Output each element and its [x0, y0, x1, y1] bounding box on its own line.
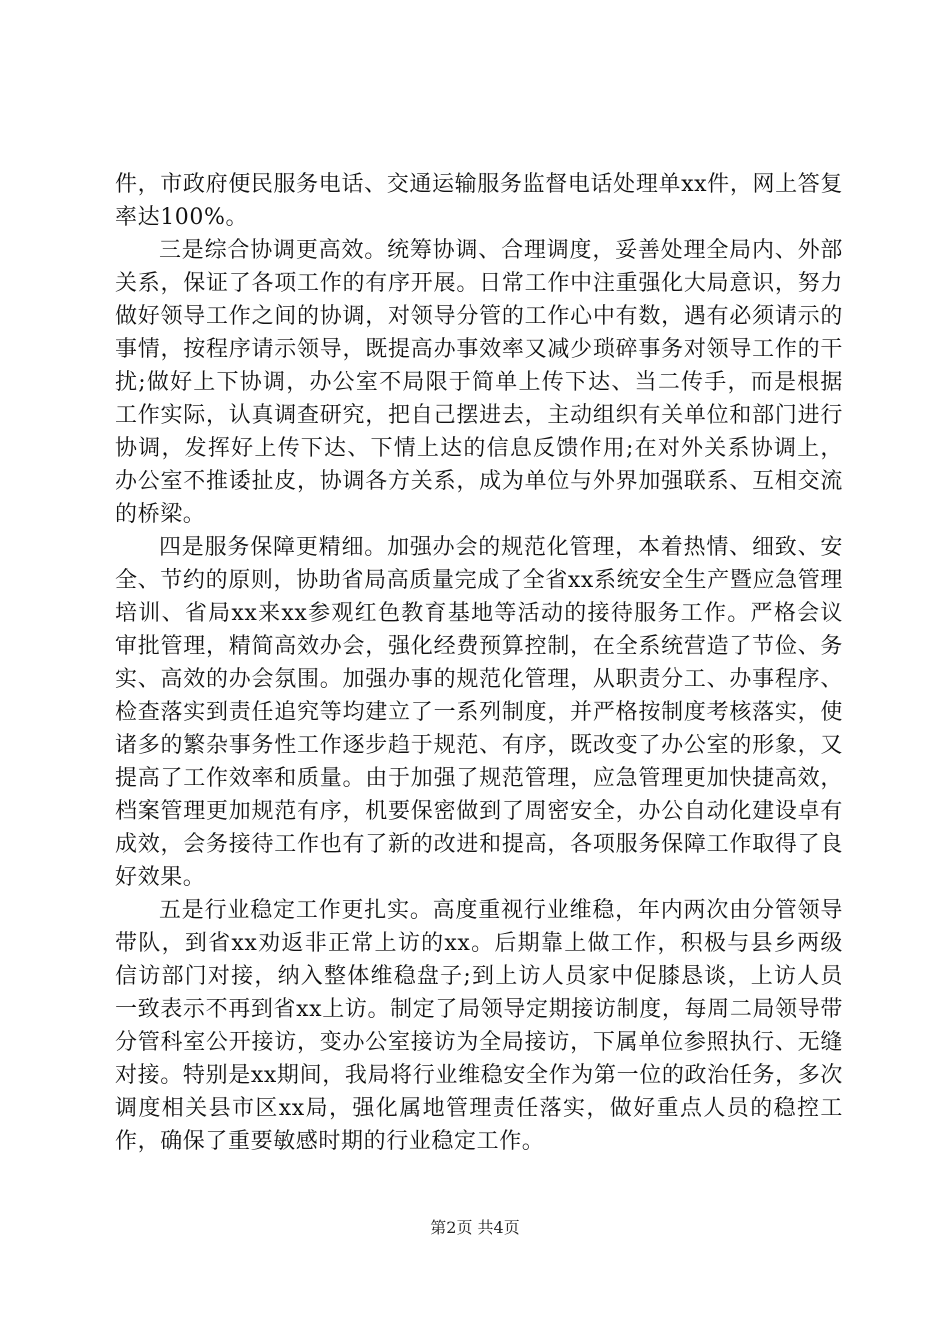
paragraph-stability: 五是行业稳定工作更扎实。高度重视行业维稳，年内两次由分管领导带队，到省xx劝返非正常上访的xx。后期靠上做工作，积极与县乡两级信访部门对接，纳入整体维稳盘子;到上访人员家中促膝恳谈，上访人员一致表示不再到省xx上访。制定了局领导定期接访制度，每周二局领导带分管科室公开接访，变办公室接访为全局接访，下属单位参照执行、无缝对接。特别是xx期间，我局将行业维稳安全作为第一位的政治任务，多次调度相关县市区xx局，强化属地管理责任落实，做好重点人员的稳控工作，确保了重要敏感时期的行业稳定工作。 — [115, 898, 843, 1154]
paragraph-continuation: 件，市政府便民服务电话、交通运输服务监督电话处理单xx件，网上答复率达100%。 — [115, 172, 843, 230]
document-body — [115, 168, 843, 1158]
paragraph-coordination: 三是综合协调更高效。统筹协调、合理调度，妥善处理全局内、外部关系，保证了各项工作的有序开展。日常工作中注重强化大局意识，努力做好领导工作之间的协调，对领导分管的工作心中有数，遇有必须请示的事情，按程序请示领导，既提高办事效率又减少琐碎事务对领导工作的干扰;做好上下协调，办公室不局限于简单上传下达、当二传手，而是根据工作实际，认真调查研究，把自己摆进去，主动组织有关单位和部门进行协调，发挥好上传下达、下情上达的信息反馈作用;在对外关系协调上，办公室不推诿扯皮，协调各方关系，成为单位与外界加强联系、互相交流的桥梁。 — [115, 238, 843, 527]
page-footer: 第2页 共4页 — [430, 1218, 520, 1237]
paragraph-service: 四是服务保障更精细。加强办会的规范化管理，本着热情、细致、安全、节约的原则，协助省局高质量完成了全省xx系统安全生产暨应急管理培训、省局xx来xx参观红色教育基地等活动的接待服务工作。严格会议审批管理，精简高效办会，强化经费预算控制，在全系统营造了节俭、务实、高效的办会氛围。加强办事的规范化管理，从职责分工、办事程序、检查落实到责任追究等均建立了一系列制度，并严格按制度考核落实，使诸多的繁杂事务性工作逐步趋于规范、有序，既改变了办公室的形象，又提高了工作效率和质量。由于加强了规范管理，应急管理更加快捷高效，档案管理更加规范有序，机要保密做到了周密安全，办公自动化建设卓有成效，会务接待工作也有了新的改进和提高，各项服务保障工作取得了良好效果。 — [115, 535, 843, 890]
